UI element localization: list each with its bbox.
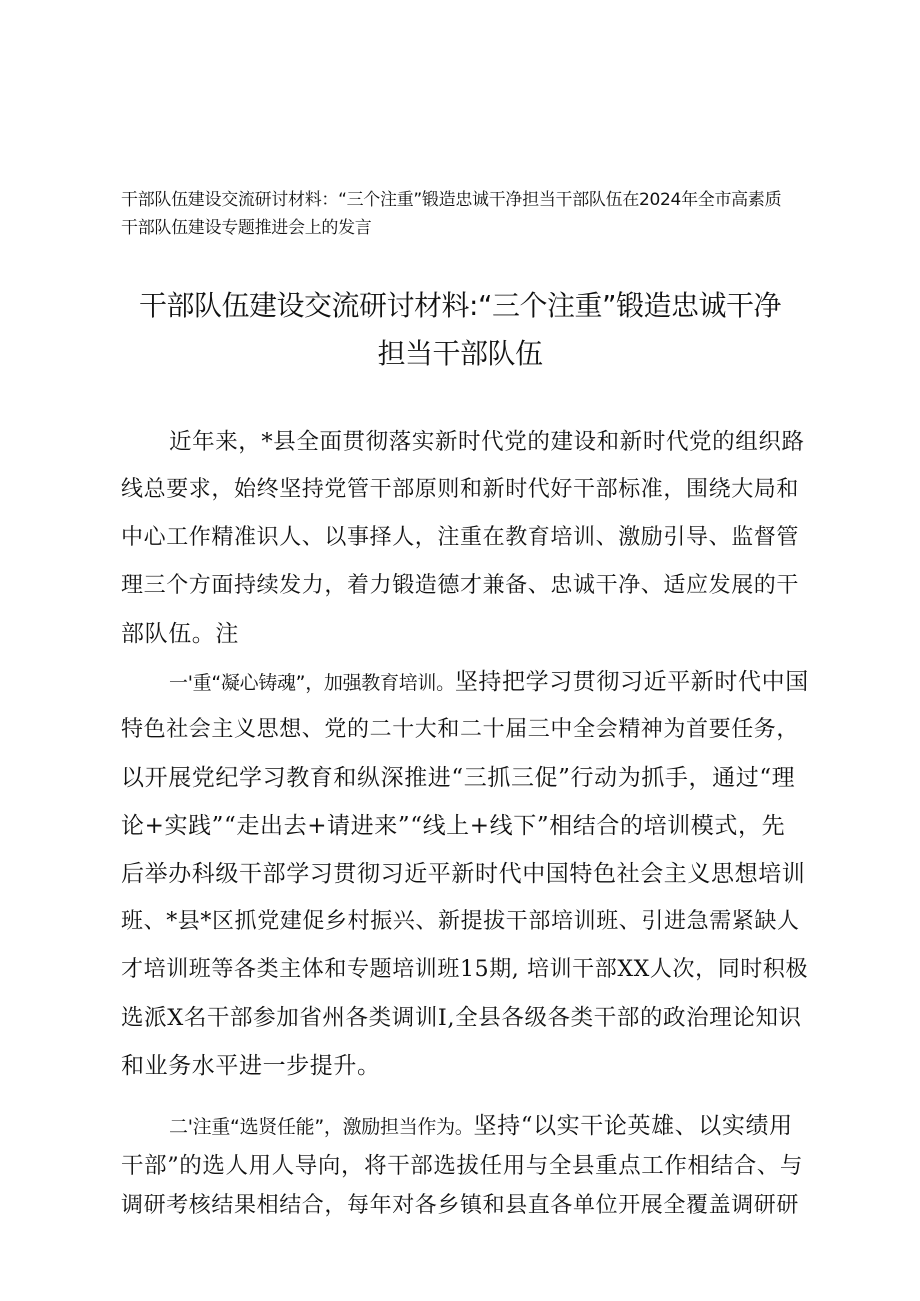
header-line-1: 干部队伍建设交流研讨材料：“三个注重”锻造忠诚干净担当干部队伍在2024年全市高素质 (121, 190, 782, 210)
paragraph-1-line-3: 中心工作精准识人、以事择人，注重在教育培训、激励引导、监督管 (121, 525, 800, 550)
paragraph-2-lead: 一'重“凝心铸魂”，加强教育培训。 (169, 672, 455, 694)
paragraph-1-line-4: 理三个方面持续发力，着力锻造德才兼备、忠诚干净、适应发展的干 (121, 573, 800, 598)
paragraph-2-line-8: 选派X名干部参加省州各类调训I,全县各级各类干部的政治理论知识 (121, 1005, 802, 1031)
paragraph-3-first-rest: 坚持“以实干论英雄、以实绩用 (473, 1113, 793, 1139)
paragraph-2-line-1 (169, 666, 811, 699)
paragraph-3-line-1 (169, 1110, 811, 1143)
paragraph-1-line-2: 线总要求，始终坚持党管干部原则和新时代好干部标准，围绕大局和 (121, 477, 800, 502)
header-line-2: 干部队伍建设专题推进会上的发言 (121, 218, 372, 238)
paragraph-1-line-1: 近年来，*县全面贯彻落实新时代党的建设和新时代党的组织路 (169, 429, 805, 455)
paragraph-2-first-rest: 坚持把学习贯彻习近平新时代中国 (454, 669, 809, 695)
paragraph-2-line-6: 班、*县*区抓党建促乡村振兴、新提拔干部培训班、引进急需紧缺人 (121, 909, 800, 934)
paragraph-2-line-5: 后举办科级干部学习贯彻习近平新时代中国特色社会主义思想培训 (121, 861, 806, 887)
paragraph-3-line-2: 干部”的选人用人导向，将干部选拔任用与全县重点工作相结合、与 (121, 1153, 804, 1179)
paragraph-2-line-4: 论+实践”“走出去+请进来”“线上+线下”相结合的培训模式，先 (121, 813, 786, 839)
paragraph-3-line-3: 调研考核结果相结合，每年对各乡镇和县直各单位开展全覆盖调研研 (121, 1193, 800, 1218)
title-line-1: 干部队伍建设交流研讨材料:“三个注重”锻造忠诚干净 (139, 289, 781, 322)
paragraph-2-line-3: 以开展党纪学习教育和纵深推进“三抓三促”行动为抓手，通过“理 (121, 765, 796, 791)
paragraph-2-line-9: 和业务水平进一步提升。 (121, 1053, 381, 1079)
paragraph-3-lead: 二'注重“选贤任能”，激励担当作为。 (169, 1116, 474, 1138)
paragraph-2-line-2: 特色社会主义思想、党的二十大和二十届三中全会精神为首要任务， (121, 717, 800, 742)
paragraph-1-line-5: 部队伍。注 (121, 621, 239, 647)
title-line-2: 担当干部队伍 (377, 337, 543, 370)
paragraph-2-line-7: 才培训班等各类主体和专题培训班15期, 培训干部XX人次，同时积极 (121, 957, 809, 982)
